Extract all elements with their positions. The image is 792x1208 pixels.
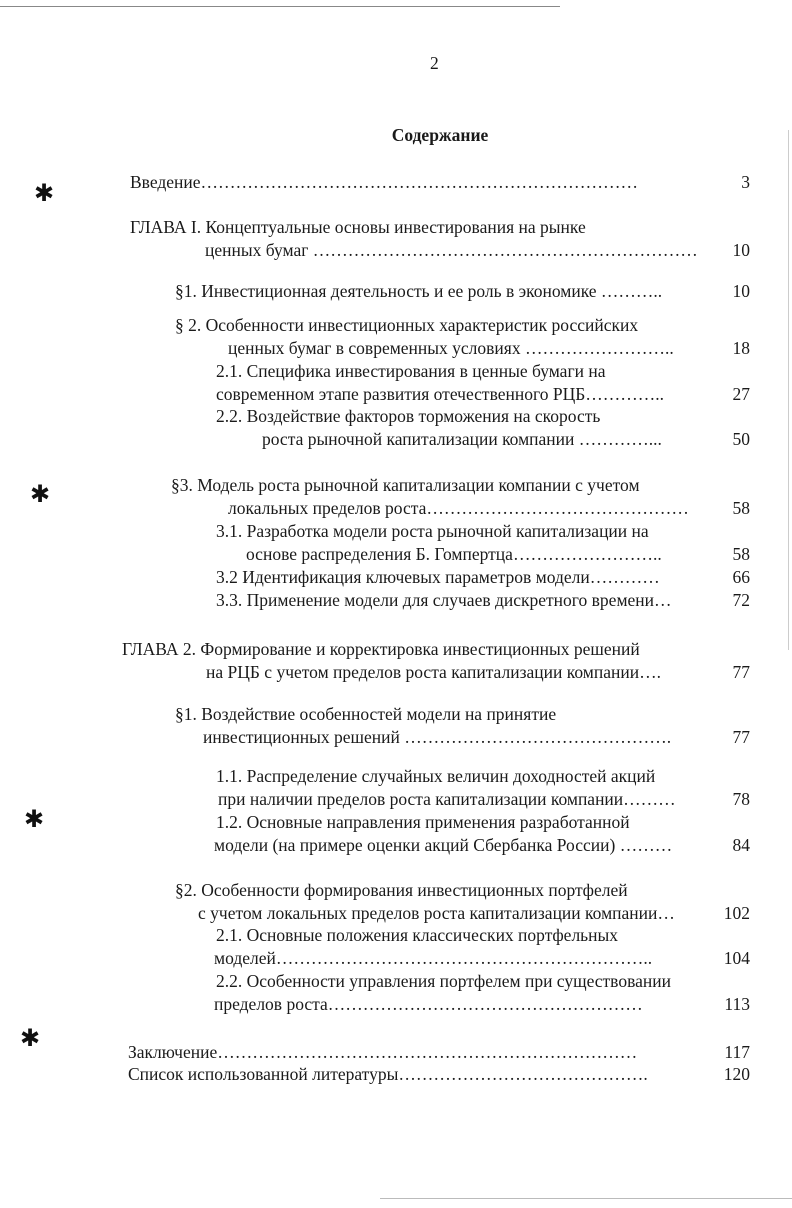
toc-entry-line <box>214 993 643 1015</box>
toc-entry-line <box>171 474 640 496</box>
toc-entry-line <box>122 638 640 660</box>
toc-leader-dots: ……………………………………………………………… <box>217 1042 638 1062</box>
toc-page-number: 18 <box>732 338 750 358</box>
toc-entry-line <box>246 543 662 565</box>
binding-hole-mark-icon: ✱ <box>24 807 45 833</box>
toc-entry-text: §2. Особенности формирования инвестиционных портфелей <box>175 880 628 900</box>
toc-entry-text: основе распределения Б. Гомпертца <box>246 544 513 564</box>
toc-entry-line <box>216 383 664 405</box>
toc-entry-line <box>262 428 662 450</box>
toc-page-number: 66 <box>732 567 750 587</box>
toc-leader-dots: ………… <box>589 567 660 587</box>
toc-entry-line <box>216 765 655 787</box>
toc-entry-text: Заключение <box>128 1042 218 1062</box>
toc-entry-line <box>228 497 689 519</box>
toc-entry-text: при наличии пределов роста капитализации компании <box>218 789 624 809</box>
toc-leader-dots: ……………………………………………… <box>327 994 643 1014</box>
toc-entry-line <box>216 566 660 588</box>
toc-entry-line <box>216 811 630 833</box>
toc-entry-line <box>175 879 628 901</box>
toc-leader-dots: ……… <box>615 835 673 855</box>
bottom-rule <box>380 1198 792 1199</box>
toc-entry-text: §3. Модель роста рыночной капитализации компании с учетом <box>171 475 640 495</box>
toc-entry-line <box>218 788 676 810</box>
binding-hole-mark-icon: ✱ <box>34 181 55 207</box>
toc-leader-dots: ……….. <box>596 281 663 301</box>
toc-entry-line <box>175 703 556 725</box>
toc-entry-text: моделей <box>214 948 276 968</box>
toc-leader-dots: …………... <box>574 429 662 449</box>
toc-page-number: 84 <box>732 835 750 855</box>
toc-leader-dots: ……………………………………… <box>426 498 689 518</box>
toc-page-number: 77 <box>732 727 750 747</box>
toc-entry-line <box>216 360 606 382</box>
right-edge-rule <box>788 130 789 650</box>
toc-page-number: 50 <box>732 429 750 449</box>
toc-page-number: 102 <box>723 903 750 923</box>
toc-leader-dots: … <box>654 590 672 610</box>
page-number: 2 <box>430 53 439 73</box>
toc-entry-text: § 2. Особенности инвестиционных характеристик российских <box>175 315 639 335</box>
toc-entry-line <box>130 171 638 193</box>
toc-entry-text: с учетом локальных пределов роста капитализации компании <box>198 903 658 923</box>
toc-entry-text: §1. Инвестиционная деятельность и ее роль в экономике <box>175 281 597 301</box>
binding-hole-mark-icon: ✱ <box>20 1026 41 1052</box>
toc-entry-line <box>198 902 675 924</box>
toc-page-number: 10 <box>732 281 750 301</box>
toc-page-number: 120 <box>723 1064 750 1084</box>
toc-entry-line <box>216 924 618 946</box>
toc-leader-dots: ……………………………………. <box>398 1064 648 1084</box>
toc-entry-line <box>216 520 649 542</box>
toc-entry-line <box>128 1063 648 1085</box>
toc-entry-line <box>203 726 671 748</box>
toc-entry-text: ценных бумаг в современных условиях <box>228 338 521 358</box>
toc-page-number: 78 <box>732 789 750 809</box>
toc-entry-line <box>228 337 674 359</box>
toc-leader-dots: …………………….. <box>520 338 674 358</box>
toc-leader-dots: ………………………………………………………………… <box>200 172 639 192</box>
toc-entry-text: Список использованной литературы <box>128 1064 399 1084</box>
toc-page-number: 72 <box>732 590 750 610</box>
toc-page-number: 77 <box>732 662 750 682</box>
toc-entry-text: современном этапе развития отечественного РЦБ <box>216 384 586 404</box>
toc-entry-text: ГЛАВА 2. Формирование и корректировка инвестиционных решений <box>122 639 640 659</box>
toc-entry-line <box>175 314 638 336</box>
top-rule <box>0 6 560 7</box>
toc-entry-line <box>216 970 671 992</box>
toc-leader-dots: ………………………………………………………… <box>308 240 698 260</box>
toc-page-number: 58 <box>732 498 750 518</box>
toc-page-number: 27 <box>732 384 750 404</box>
toc-entry-line <box>214 947 652 969</box>
toc-leader-dots: ……… <box>623 789 676 809</box>
toc-entry-text: локальных пределов роста <box>228 498 427 518</box>
toc-entry-text: инвестиционных решений <box>203 727 400 747</box>
toc-entry-line <box>128 1041 637 1063</box>
toc-page-number: 104 <box>723 948 750 968</box>
toc-entry-text: 3.1. Разработка модели роста рыночной капитализации на <box>216 521 649 541</box>
binding-hole-mark-icon: ✱ <box>30 482 51 508</box>
toc-page-number: 113 <box>724 994 750 1014</box>
toc-entry-line <box>175 280 662 302</box>
toc-entry-text: ценных бумаг <box>205 240 309 260</box>
toc-entry-text: 2.2. Воздействие факторов торможения на скорость <box>216 406 601 426</box>
toc-entry-text: пределов роста <box>214 994 328 1014</box>
toc-leader-dots: ………….. <box>585 384 665 404</box>
toc-entry-text: 2.2. Особенности управления портфелем при существовании <box>216 971 671 991</box>
toc-leader-dots: …. <box>639 662 661 682</box>
toc-entry-text: 1.2. Основные направления применения разработанной <box>216 812 630 832</box>
toc-page-number: 3 <box>741 172 750 192</box>
toc-entry-text: 2.1. Специфика инвестирования в ценные бумаги на <box>216 361 606 381</box>
toc-entry-text: модели (на примере оценки акций Сбербанка России) <box>214 835 616 855</box>
toc-entry-text: 3.3. Применение модели для случаев дискретного времени <box>216 590 655 610</box>
toc-entry-text: 1.1. Распределение случайных величин доходностей акций <box>216 766 656 786</box>
toc-entry-text: Введение <box>130 172 201 192</box>
toc-page-number: 10 <box>732 240 750 260</box>
toc-entry-text: роста рыночной капитализации компании <box>262 429 575 449</box>
toc-entry-text: ГЛАВА I. Концептуальные основы инвестирования на рынке <box>130 217 586 237</box>
toc-entry-line <box>205 239 698 261</box>
toc-leader-dots: … <box>657 903 675 923</box>
toc-entry-line <box>206 661 661 683</box>
toc-entry-line <box>216 589 672 611</box>
toc-entry-line <box>130 216 586 238</box>
toc-leader-dots: …………………….. <box>512 544 662 564</box>
toc-entry-text: §1. Воздействие особенностей модели на принятие <box>175 704 557 724</box>
toc-leader-dots: ……………………………………………………….. <box>275 948 653 968</box>
toc-page-number: 58 <box>732 544 750 564</box>
toc-entry-text: на РЦБ с учетом пределов роста капитализации компании <box>206 662 640 682</box>
toc-entry-line <box>214 834 672 856</box>
toc-entry-line <box>216 405 600 427</box>
toc-entry-text: 2.1. Основные положения классических портфельных <box>216 925 619 945</box>
toc-leader-dots: ………………………………………. <box>399 727 672 747</box>
toc-entry-text: 3.2 Идентификация ключевых параметров модели <box>216 567 590 587</box>
toc-title: Содержание <box>391 125 489 145</box>
toc-page-number: 117 <box>724 1042 750 1062</box>
